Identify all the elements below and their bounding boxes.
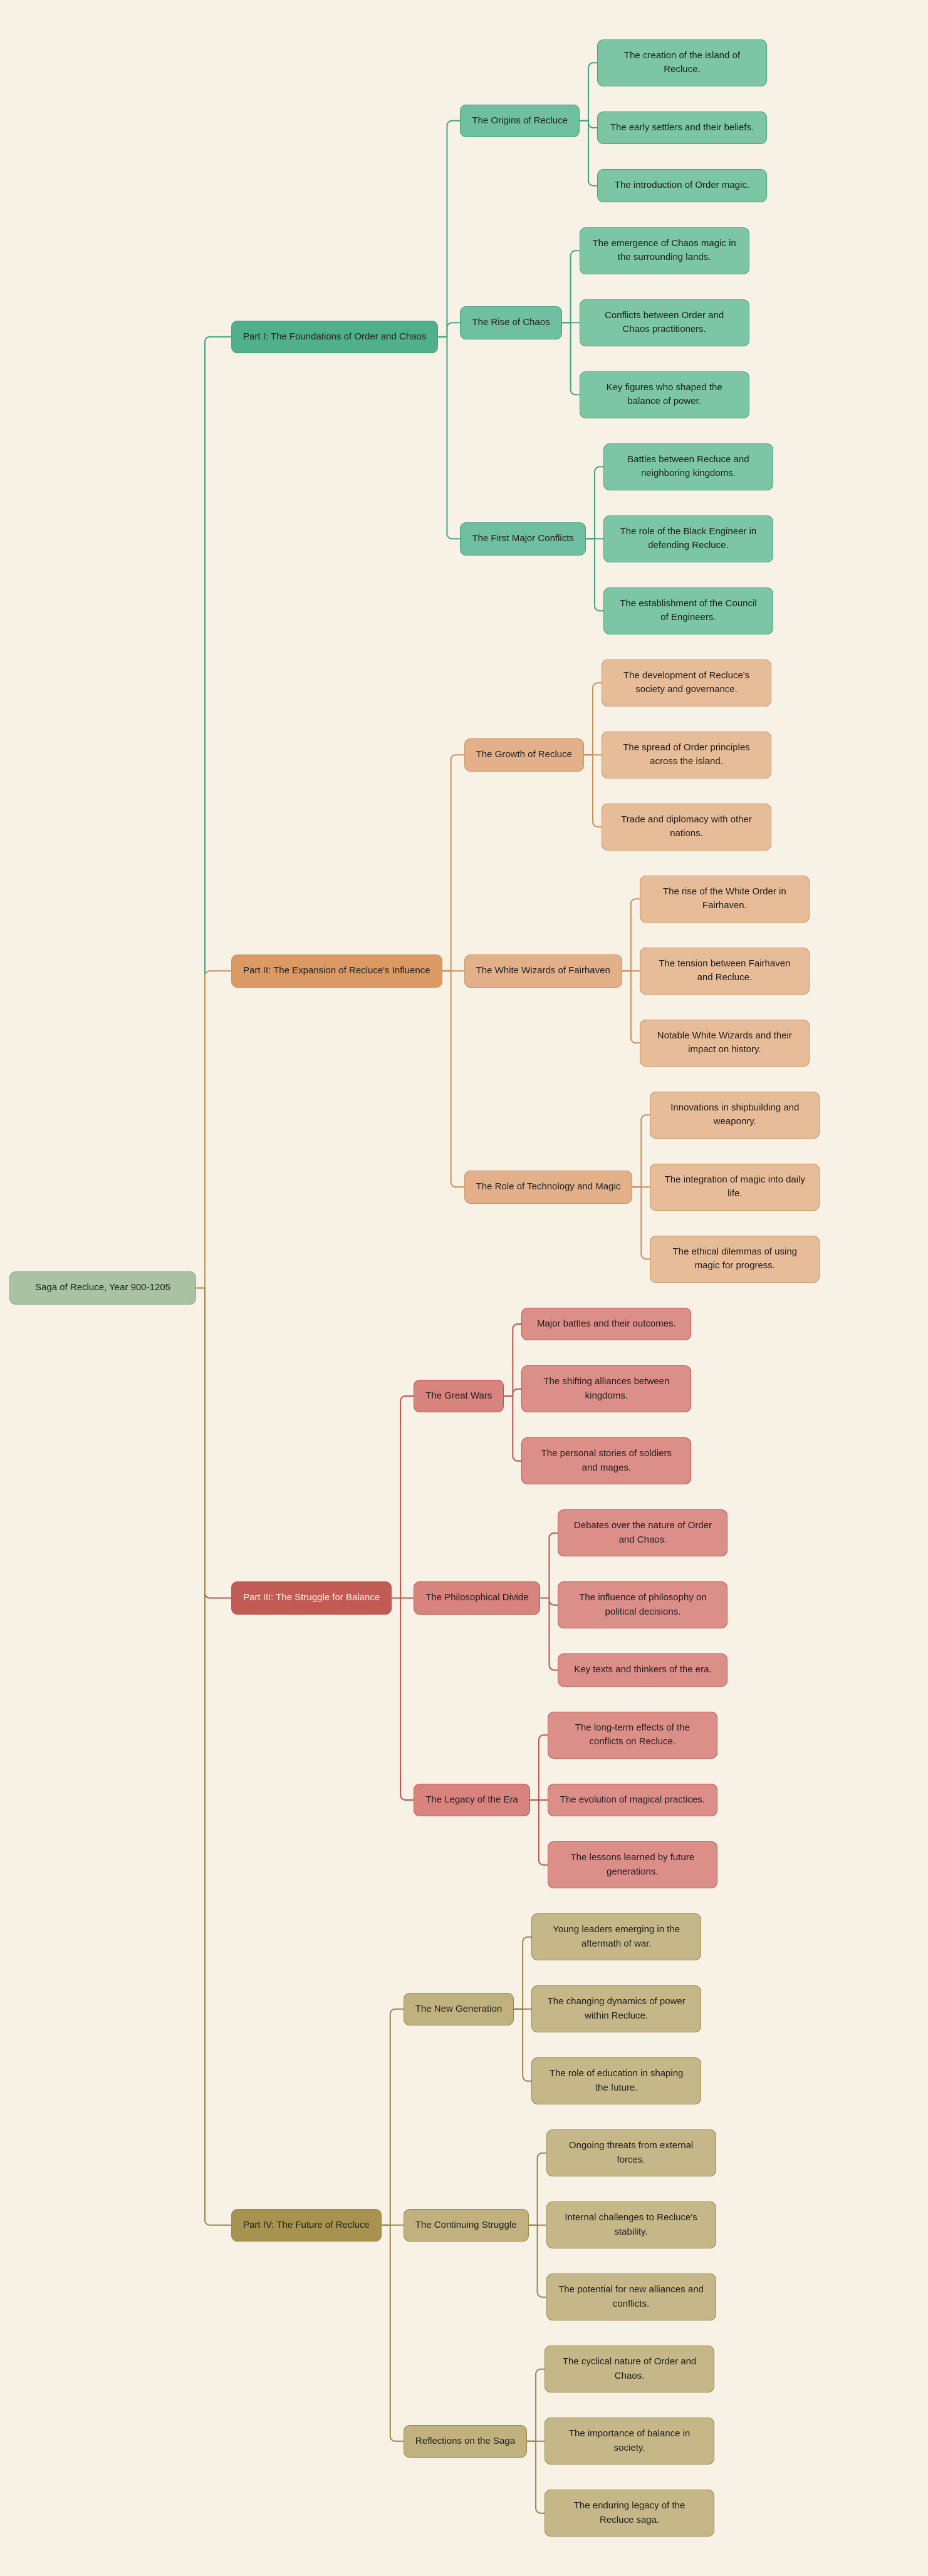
leaf-node[interactable]: The lessons learned by future generations. bbox=[548, 1841, 717, 1888]
leaf-node[interactable]: The ethical dilemmas of using magic for progress. bbox=[650, 1236, 820, 1283]
leaves-column bbox=[602, 660, 771, 851]
leaf-node[interactable]: Key texts and thinkers of the era. bbox=[558, 1653, 727, 1687]
leaf-node[interactable]: The influence of philosophy on political decisions. bbox=[558, 1581, 727, 1628]
leaf-node[interactable]: The rise of the White Order in Fairhaven. bbox=[640, 876, 810, 923]
part-node-2[interactable]: Part II: The Expansion of Recluce's Influence bbox=[231, 954, 442, 988]
leaf-node[interactable]: The role of the Black Engineer in defending Recluce. bbox=[603, 515, 773, 562]
branch-group bbox=[414, 1712, 727, 1889]
leaves-column bbox=[580, 227, 749, 418]
leaf-node[interactable]: The creation of the island of Recluce. bbox=[597, 39, 767, 86]
branch-group bbox=[414, 1308, 727, 1485]
branch-group bbox=[460, 227, 773, 418]
leaf-node[interactable]: Major battles and their outcomes. bbox=[521, 1308, 691, 1341]
leaves-column bbox=[603, 443, 773, 634]
part-2-branches bbox=[464, 660, 820, 1283]
part-group-2 bbox=[231, 660, 820, 1283]
leaf-node[interactable]: The potential for new alliances and conflicts. bbox=[546, 2273, 716, 2320]
branch-node[interactable]: The Growth of Recluce bbox=[464, 738, 584, 772]
part-node-4[interactable]: Part IV: The Future of Recluce bbox=[231, 2209, 382, 2242]
branch-node[interactable]: The Legacy of the Era bbox=[414, 1784, 530, 1817]
leaves-column bbox=[531, 1913, 701, 2104]
parts-column bbox=[231, 39, 820, 2537]
branch-node[interactable]: The Rise of Chaos bbox=[460, 306, 561, 339]
leaves-column bbox=[521, 1308, 691, 1485]
leaf-node[interactable]: The development of Recluce's society and governance. bbox=[602, 660, 771, 706]
branch-node[interactable]: The Continuing Struggle bbox=[404, 2209, 529, 2242]
leaf-node[interactable]: The integration of magic into daily life. bbox=[650, 1164, 820, 1211]
part-4-branches bbox=[404, 1913, 716, 2537]
leaf-node[interactable]: The personal stories of soldiers and mages. bbox=[521, 1437, 691, 1484]
leaf-node[interactable]: The introduction of Order magic. bbox=[597, 169, 767, 202]
branch-group bbox=[460, 443, 773, 634]
part-node-3[interactable]: Part III: The Struggle for Balance bbox=[231, 1581, 392, 1615]
branch-node[interactable]: The New Generation bbox=[404, 1993, 514, 2026]
leaf-node[interactable]: The emergence of Chaos magic in the surrounding lands. bbox=[580, 227, 749, 274]
leaf-node[interactable]: The enduring legacy of the Recluce saga. bbox=[545, 2490, 714, 2537]
leaf-node[interactable]: The changing dynamics of power within Recluce. bbox=[531, 1985, 701, 2032]
branch-group bbox=[464, 660, 820, 851]
leaf-node[interactable]: The long-term effects of the conflicts on Recluce. bbox=[548, 1712, 717, 1759]
branch-node[interactable]: Reflections on the Saga bbox=[404, 2425, 527, 2458]
leaves-column bbox=[548, 1712, 717, 1889]
leaves-column bbox=[640, 876, 810, 1067]
leaf-node[interactable]: The importance of balance in society. bbox=[545, 2418, 714, 2465]
leaf-node[interactable]: The shifting alliances between kingdoms. bbox=[521, 1365, 691, 1412]
branch-group bbox=[404, 2346, 716, 2537]
part-node-1[interactable]: Part I: The Foundations of Order and Chaos bbox=[231, 321, 438, 354]
branch-node[interactable]: The Great Wars bbox=[414, 1380, 504, 1413]
leaf-node[interactable]: The establishment of the Council of Engineers. bbox=[603, 587, 773, 634]
leaves-column bbox=[650, 1092, 820, 1283]
part-group-4 bbox=[231, 1913, 820, 2537]
part-1-branches bbox=[460, 39, 773, 634]
leaf-node[interactable]: The role of education in shaping the future. bbox=[531, 2057, 701, 2104]
leaf-node[interactable]: Internal challenges to Recluce's stability. bbox=[546, 2201, 716, 2248]
leaf-node[interactable]: The tension between Fairhaven and Recluce. bbox=[640, 948, 810, 995]
leaf-node[interactable]: Conflicts between Order and Chaos practitioners. bbox=[580, 299, 749, 346]
root-node[interactable]: Saga of Recluce, Year 900-1205 bbox=[9, 1271, 196, 1305]
part-group-3 bbox=[231, 1308, 820, 1889]
branch-node[interactable]: The Role of Technology and Magic bbox=[464, 1171, 633, 1204]
branch-group bbox=[460, 39, 773, 202]
leaf-node[interactable]: Debates over the nature of Order and Chaos. bbox=[558, 1509, 727, 1556]
branch-group bbox=[464, 876, 820, 1067]
branch-node[interactable]: The Philosophical Divide bbox=[414, 1581, 540, 1615]
leaf-node[interactable]: Battles between Recluce and neighboring kingdoms. bbox=[603, 443, 773, 490]
part-3-branches bbox=[414, 1308, 727, 1889]
leaf-node[interactable]: Key figures who shaped the balance of power. bbox=[580, 371, 749, 418]
leaf-node[interactable]: Ongoing threats from external forces. bbox=[546, 2129, 716, 2176]
leaf-node[interactable]: Young leaders emerging in the aftermath of war. bbox=[531, 1913, 701, 1960]
branch-node[interactable]: The First Major Conflicts bbox=[460, 522, 586, 556]
branch-node[interactable]: The Origins of Recluce bbox=[460, 105, 580, 138]
leaves-column bbox=[545, 2346, 714, 2537]
branch-group bbox=[404, 1913, 716, 2104]
leaves-column bbox=[597, 39, 767, 202]
leaf-node[interactable]: The evolution of magical practices. bbox=[548, 1784, 717, 1817]
branch-group bbox=[414, 1509, 727, 1687]
leaf-node[interactable]: Notable White Wizards and their impact on history. bbox=[640, 1020, 810, 1067]
leaf-node[interactable]: The spread of Order principles across the island. bbox=[602, 732, 771, 778]
branch-node[interactable]: The White Wizards of Fairhaven bbox=[464, 954, 622, 988]
leaves-column bbox=[558, 1509, 727, 1687]
leaf-node[interactable]: The cyclical nature of Order and Chaos. bbox=[545, 2346, 714, 2392]
leaf-node[interactable]: The early settlers and their beliefs. bbox=[597, 111, 767, 145]
leaves-column bbox=[546, 2129, 716, 2320]
leaf-node[interactable]: Trade and diplomacy with other nations. bbox=[602, 804, 771, 851]
branch-group bbox=[404, 2129, 716, 2320]
part-group-1 bbox=[231, 39, 820, 634]
branch-group bbox=[464, 1092, 820, 1283]
leaf-node[interactable]: Innovations in shipbuilding and weaponry. bbox=[650, 1092, 820, 1139]
